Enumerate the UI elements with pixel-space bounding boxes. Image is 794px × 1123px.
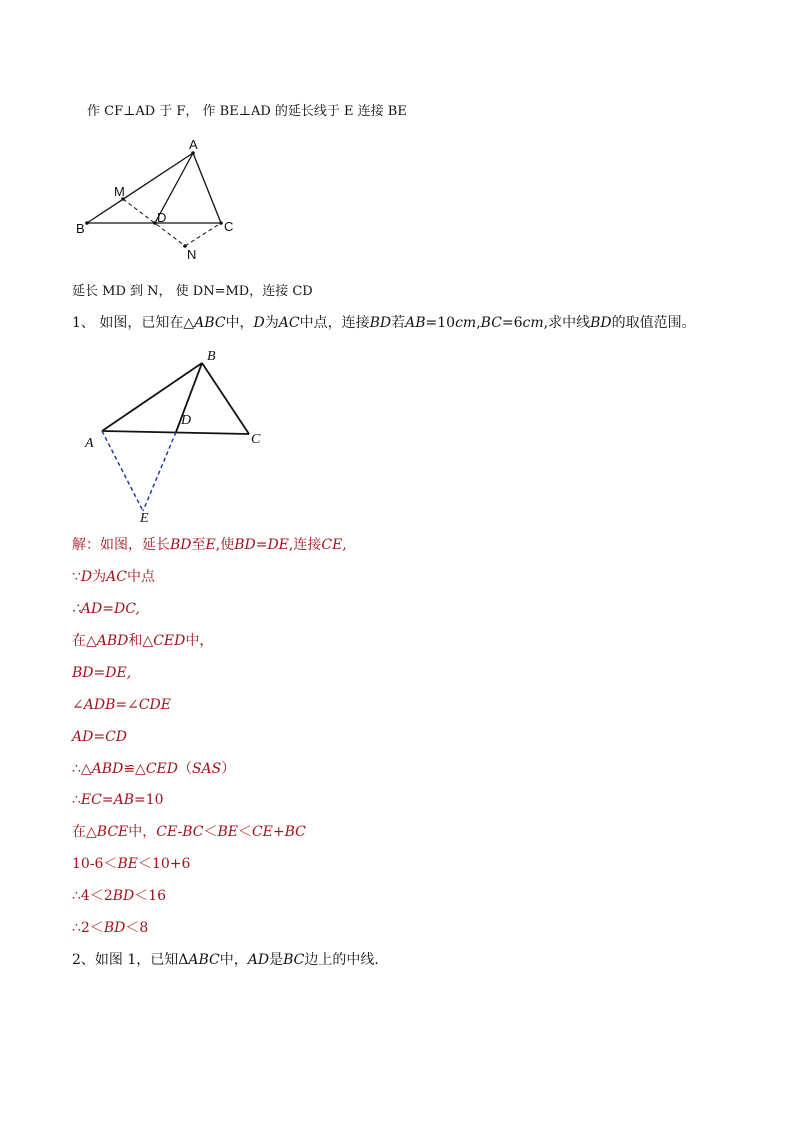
segment-bc xyxy=(202,363,249,434)
solution-line-11: 10-6＜BE＜10+6 xyxy=(72,856,191,872)
solution-line-13: ∴2＜BD＜8 xyxy=(72,920,149,936)
solution-line-1: 解：如图，延长BD至E,使BD=DE,连接CE, xyxy=(72,537,347,553)
label-e: E xyxy=(140,511,149,526)
solution-line-9: ∴EC=AB=10 xyxy=(72,792,164,808)
problem-2-text: 2、如图 1，已知ΔABC中，AD是BC边上的中线． xyxy=(72,952,389,968)
solution-line-4: 在△ABD和△CED中， xyxy=(72,633,214,649)
label-a: A xyxy=(85,436,94,451)
label-n: N xyxy=(187,247,197,262)
solution-line-3: ∴AD=DC, xyxy=(72,601,140,617)
segment-ae-dashed xyxy=(102,431,143,511)
problem-1-text: 1、 如图，已知在△ABC中，D为AC中点，连接BD若AB=10cm,BC=6cm,求中线BD的取值范围。 xyxy=(72,315,696,331)
segment-de-dashed xyxy=(143,432,176,511)
label-b: B xyxy=(207,349,216,364)
label-b: B xyxy=(76,221,85,236)
label-c: C xyxy=(251,432,261,447)
label-m: M xyxy=(114,184,125,199)
solution-line-8: ∴△ABD≌△CED（SAS） xyxy=(72,761,236,777)
solution-line-10: 在△BCE中，CE-BC＜BE＜CE+BC xyxy=(72,824,306,840)
solution-line-2: ∵D为AC中点 xyxy=(72,569,155,585)
label-d: D xyxy=(181,413,192,428)
solution-line-12: ∴4＜2BD＜16 xyxy=(72,888,167,904)
solution-line-5: BD=DE, xyxy=(72,665,132,681)
label-a: A xyxy=(189,137,198,152)
figure-triangle-abce xyxy=(0,0,794,540)
solution-line-7: AD=CD xyxy=(72,729,128,745)
label-d: D xyxy=(157,210,167,225)
construction-text: 作 CF⊥AD 于 F， 作 BE⊥AD 的延长线于 E 连接 BE xyxy=(87,104,407,119)
solution-line-6: ∠ADB=∠CDE xyxy=(72,697,171,713)
figure1-caption: 延长 MD 到 N， 使 DN=MD，连接 CD xyxy=(72,284,313,299)
label-c: C xyxy=(224,219,234,234)
